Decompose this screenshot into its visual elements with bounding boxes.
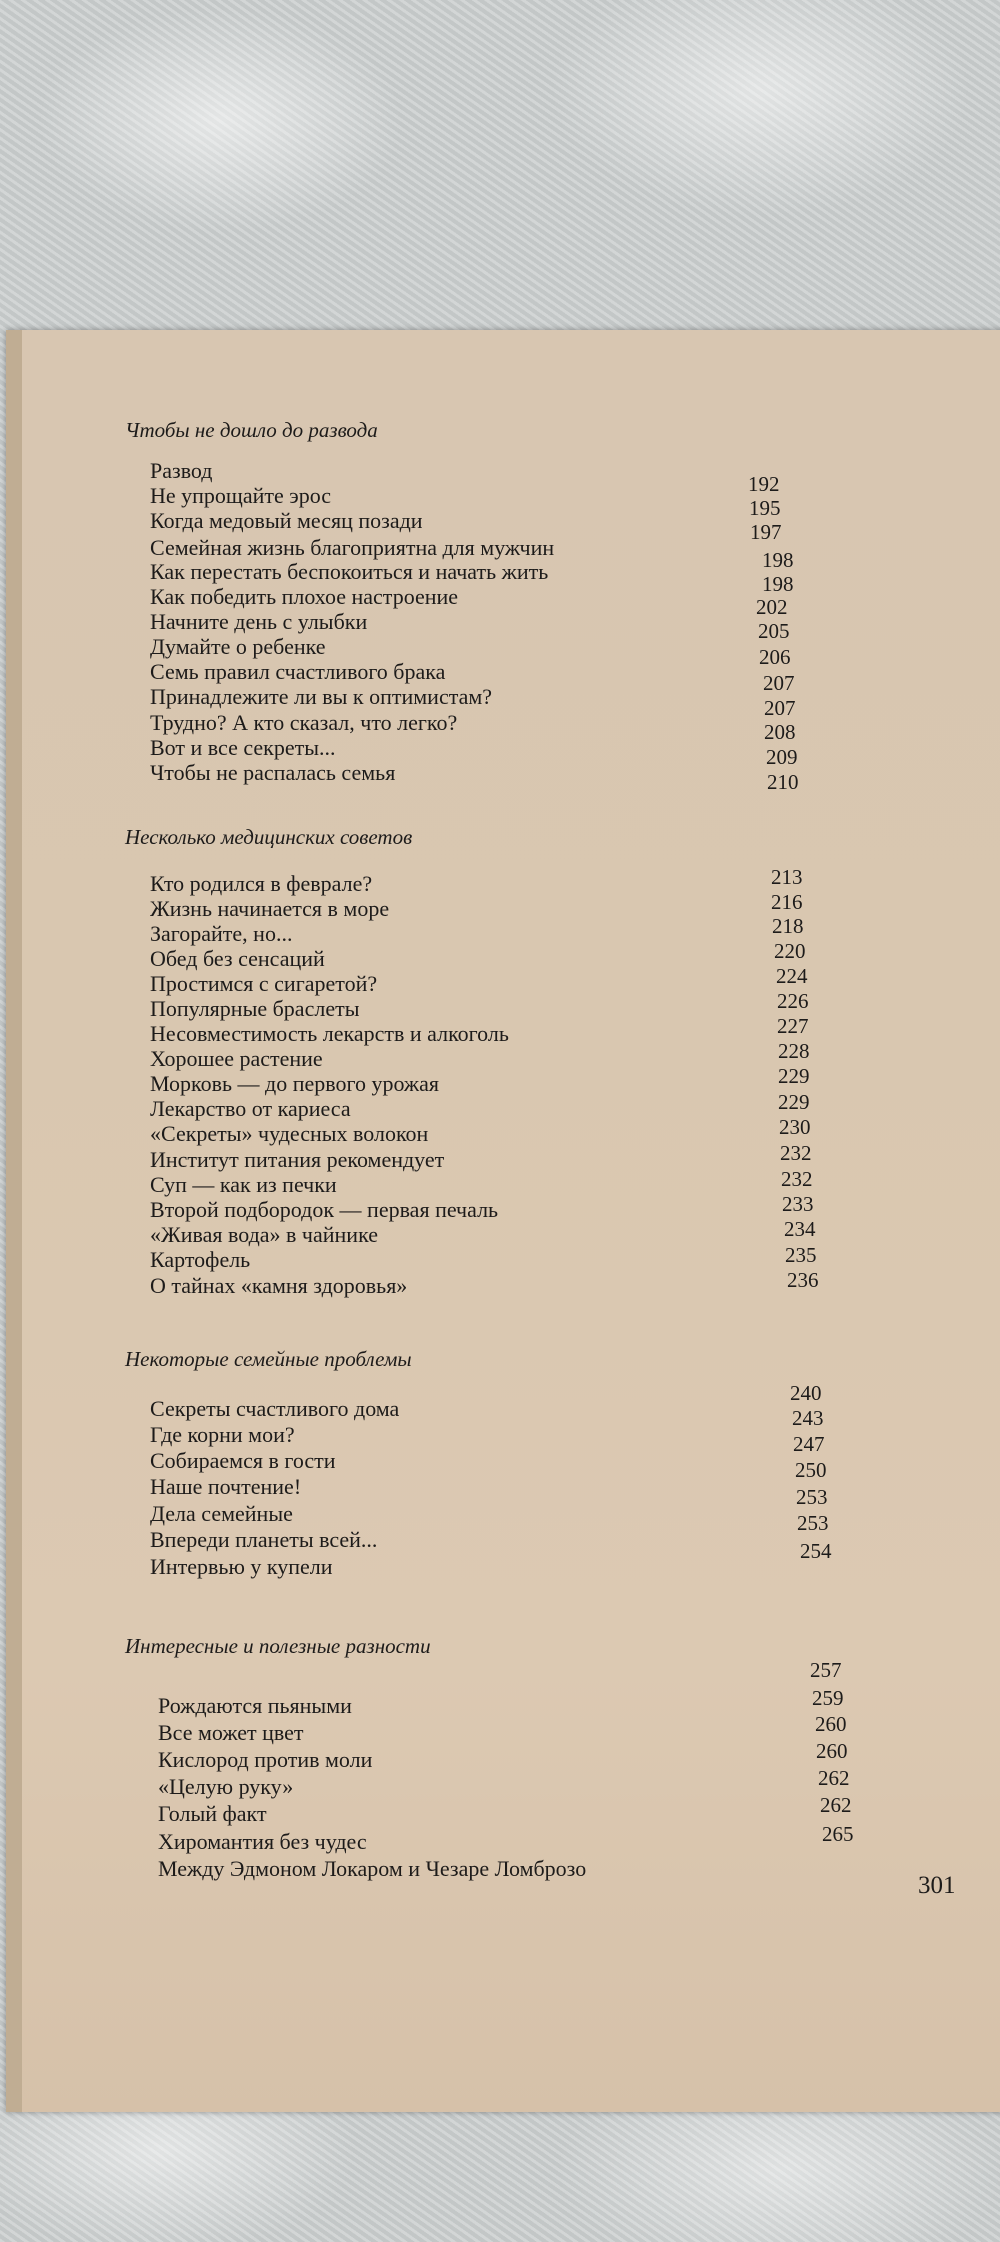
section-title: Интересные и полезные разности xyxy=(125,1634,431,1658)
toc-entry: Рождаются пьяными xyxy=(158,1693,352,1718)
page-ref: 232 xyxy=(781,1167,813,1191)
toc-entry: Собираемся в гости xyxy=(150,1448,336,1473)
toc-entry: Жизнь начинается в море xyxy=(150,896,390,921)
toc-entry: Суп — как из печки xyxy=(150,1172,337,1197)
toc-entry: Начните день с улыбки xyxy=(150,609,368,634)
toc-entry: Наше почтение! xyxy=(150,1474,302,1499)
toc-entry: Хиромантия без чудес xyxy=(158,1829,367,1854)
page-ref: 235 xyxy=(785,1243,817,1267)
page-ref: 234 xyxy=(784,1217,816,1241)
toc-entry: Между Эдмоном Локаром и Чезаре Ломброзо xyxy=(158,1856,587,1881)
page-ref: 205 xyxy=(758,619,790,643)
toc-entry: Когда медовый месяц позади xyxy=(150,508,423,533)
page-ref: 213 xyxy=(771,865,803,889)
page-ref: 198 xyxy=(762,572,794,596)
page-number: 301 xyxy=(918,1872,956,1899)
toc-entry: Простимся с сигаретой? xyxy=(150,971,378,996)
page-ref: 257 xyxy=(810,1658,842,1682)
toc-entry: Второй подбородок — первая печаль xyxy=(150,1197,499,1222)
section-title: Некоторые семейные проблемы xyxy=(125,1347,412,1371)
page-ref: 216 xyxy=(771,890,803,914)
toc-entry: Хорошее растение xyxy=(150,1046,323,1071)
page-ref: 195 xyxy=(749,496,781,520)
toc-entry: Загорайте, но... xyxy=(150,921,293,946)
page-ref: 198 xyxy=(762,548,794,572)
section-title: Чтобы не дошло до развода xyxy=(125,418,378,442)
toc-entry: Семейная жизнь благоприятна для мужчин xyxy=(150,535,555,560)
toc-entry: Секреты счастливого дома xyxy=(150,1396,400,1421)
toc-entry: Не упрощайте эрос xyxy=(150,483,332,508)
page-ref: 202 xyxy=(756,595,788,619)
section-title: Несколько медицинских советов xyxy=(125,825,413,849)
page-ref: 253 xyxy=(796,1485,828,1509)
page-ref: 207 xyxy=(763,671,795,695)
toc-entry: Семь правил счастливого брака xyxy=(150,659,446,684)
toc-entry: «Живая вода» в чайнике xyxy=(150,1222,378,1247)
toc-entry: Несовместимость лекарств и алкоголь xyxy=(150,1021,509,1046)
page-ref: 230 xyxy=(779,1115,811,1139)
toc-entry: Трудно? А кто сказал, что легко? xyxy=(150,710,458,735)
page-ref: 228 xyxy=(778,1039,810,1063)
page-ref: 229 xyxy=(778,1090,810,1114)
toc-entry: Чтобы не распалась семья xyxy=(150,760,396,785)
toc-entry: Морковь — до первого урожая xyxy=(150,1071,439,1096)
page-ref: 227 xyxy=(777,1014,809,1038)
page-ref: 259 xyxy=(812,1686,844,1710)
toc-entry: Кислород против моли xyxy=(158,1747,373,1772)
page-ref: 229 xyxy=(778,1064,810,1088)
toc-entry: Думайте о ребенке xyxy=(150,634,326,659)
page-ref: 260 xyxy=(816,1739,848,1763)
toc-entry: Впереди планеты всей... xyxy=(150,1527,378,1552)
page-ref: 224 xyxy=(776,964,808,988)
page-ref: 262 xyxy=(818,1766,850,1790)
toc-entry: Лекарство от кариеса xyxy=(150,1096,351,1121)
page-ref: 218 xyxy=(772,914,804,938)
page-ref: 260 xyxy=(815,1712,847,1736)
page-ref: 197 xyxy=(750,520,782,544)
page-ref: 253 xyxy=(797,1511,829,1535)
toc-entry: Где корни мои? xyxy=(150,1422,295,1447)
toc-entry: Картофель xyxy=(150,1247,251,1272)
page-ref: 209 xyxy=(766,745,798,769)
page-ref: 262 xyxy=(820,1793,852,1817)
page-ref: 233 xyxy=(782,1192,814,1216)
page-ref: 236 xyxy=(787,1268,819,1292)
page-ref: 208 xyxy=(764,720,796,744)
toc-entry: Вот и все секреты... xyxy=(150,735,336,760)
toc-entry: Все может цвет xyxy=(158,1720,304,1745)
page-ref: 207 xyxy=(764,696,796,720)
page-ref: 247 xyxy=(793,1432,825,1456)
page-ref: 206 xyxy=(759,645,791,669)
page-ref: 240 xyxy=(790,1381,822,1405)
page-ref: 265 xyxy=(822,1822,854,1846)
page-ref: 226 xyxy=(777,989,809,1013)
toc-entry: Как перестать беспокоиться и начать жить xyxy=(150,559,549,584)
toc-entry: Дела семейные xyxy=(150,1501,293,1526)
toc-entry: «Секреты» чудесных волокон xyxy=(150,1121,429,1146)
page-ref: 254 xyxy=(800,1539,832,1563)
page-ref: 243 xyxy=(792,1406,824,1430)
toc-entry: «Целую руку» xyxy=(158,1774,294,1799)
page-ref: 220 xyxy=(774,939,806,963)
toc-entry: Популярные браслеты xyxy=(150,996,360,1021)
toc-entry: Развод xyxy=(150,458,213,483)
toc-entry: Принадлежите ли вы к оптимистам? xyxy=(150,684,493,709)
toc-entry: Как победить плохое настроение xyxy=(150,584,459,609)
toc-entry: Голый факт xyxy=(158,1801,267,1826)
page-ref: 232 xyxy=(780,1141,812,1165)
page-ref: 250 xyxy=(795,1458,827,1482)
toc-entry: Институт питания рекомендует xyxy=(150,1147,445,1172)
toc-entry: О тайнах «камня здоровья» xyxy=(150,1273,408,1298)
page-ref: 192 xyxy=(748,472,780,496)
toc-entry: Кто родился в феврале? xyxy=(150,871,373,896)
toc-entry: Интервью у купели xyxy=(150,1554,333,1579)
page-ref: 210 xyxy=(767,770,799,794)
toc-entry: Обед без сенсаций xyxy=(150,946,325,971)
